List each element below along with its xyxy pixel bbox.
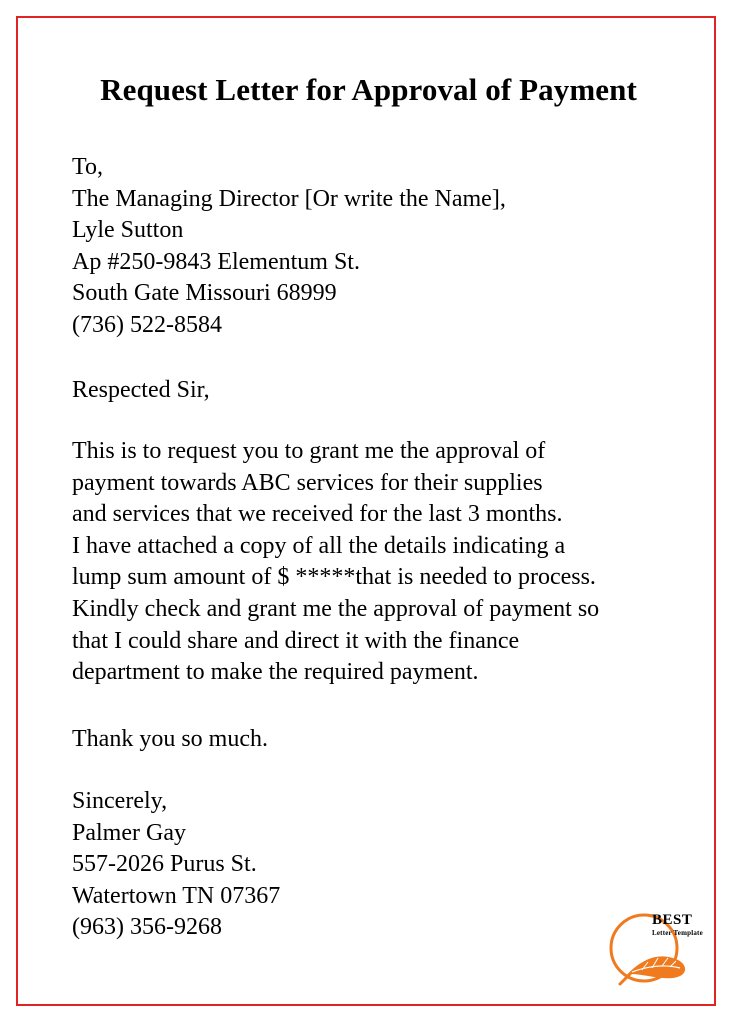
recipient-phone: (736) 522-8584 [72, 311, 222, 338]
recipient-city: South Gate Missouri 68999 [72, 280, 337, 307]
logo-tagline: Letter Template [652, 929, 703, 937]
recipient-name: Lyle Sutton [72, 217, 184, 244]
sender-phone: (963) 356-9268 [72, 914, 222, 941]
body-line: I have attached a copy of all the details indicating a [72, 532, 566, 559]
body-line: lump sum amount of $ *****that is needed to process. [72, 564, 596, 591]
body-line: Kindly check and grant me the approval of payment so [72, 595, 600, 622]
body-line: department to make the required payment. [72, 659, 479, 686]
thanks-note [72, 724, 268, 756]
recipient-address [72, 152, 506, 342]
body-line: payment towards ABC services for their supplies [72, 469, 543, 496]
letter-body [72, 436, 599, 689]
salutation [72, 375, 210, 407]
logo-brand: BEST [652, 912, 693, 928]
recipient-to: To, [72, 154, 103, 180]
recipient-title: The Managing Director [Or write the Name], [72, 185, 506, 212]
signature-block [72, 786, 280, 944]
body-line: and services that we received for the last 3 months. [72, 501, 563, 528]
thanks-text: Thank you so much. [72, 726, 268, 752]
body-line: that I could share and direct it with the finance [72, 627, 520, 654]
letter-title: Request Letter for Approval of Payment [100, 72, 637, 107]
sender-street: 557-2026 Purus St. [72, 851, 257, 878]
recipient-street: Ap #250-9843 Elementum St. [72, 248, 360, 275]
salutation-text: Respected Sir, [72, 377, 210, 403]
body-line: This is to request you to grant me the approval of [72, 438, 546, 464]
sender-city: Watertown TN 07367 [72, 882, 281, 909]
closing-text: Sincerely, [72, 788, 168, 814]
sender-name: Palmer Gay [72, 819, 186, 846]
